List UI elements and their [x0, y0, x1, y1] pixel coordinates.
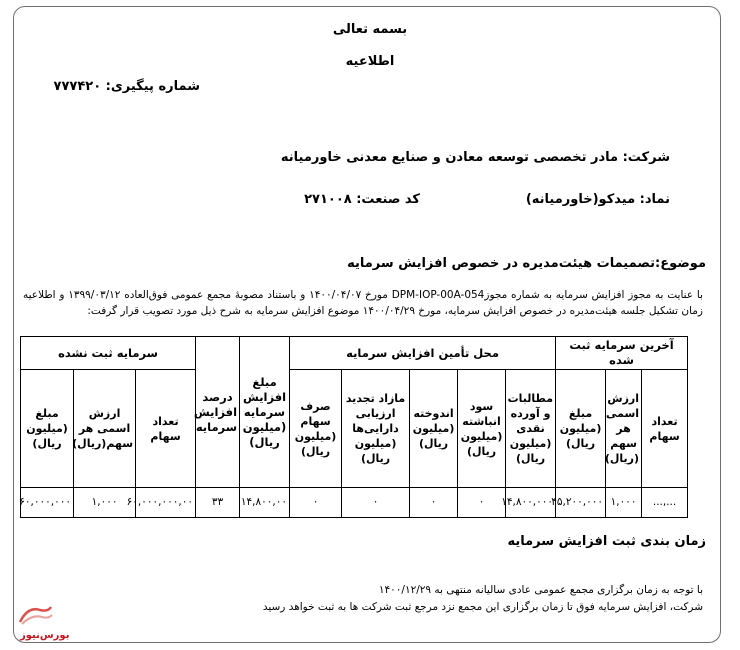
- section-schedule-title: زمان بندی ثبت افزایش سرمایه: [507, 534, 706, 549]
- val-increase: ۱۴,۸۰۰,۰۰: [240, 488, 290, 518]
- schedule-line-2: شرکت، افزایش سرمایه فوق تا زمان برگزاری این مجمع نزد مرجع ثبت شرکت ها به ثبت خواهد رسید: [262, 601, 703, 613]
- capital-increase-table: [20, 336, 688, 518]
- col-nominal-unreg: ارزش اسمی هر سهم(ریال): [74, 370, 136, 488]
- intro-paragraph: با عنایت به مجوز افزایش سرمایه به شماره مجوزDPM-IOP-00A-054 مورخ ۱۴۰۰/۰۴/۰۷ و باستناد مصوبهٔ مجمع عمومی فوق‌العاده ۱۳۹۹/۰۳/۱۲ و اطلاعیه زمان تشکیل جلسه هیئت‌مدیره در خصوص افزایش سرمایه، مورخ ۱۴۰۰/۰۴/۲۹ موضوع افزایش سرمایه به شرح ذیل مورد تصویب قرار گرفت:: [23, 289, 703, 317]
- val-nominal: ۱,۰۰۰: [606, 488, 642, 518]
- col-revaluation: مازاد تجدید ارزیابی دارایی‌ها (میلیون ریال): [342, 370, 410, 488]
- group-unregistered: سرمایه ثبت نشده: [21, 337, 196, 370]
- ticker-symbol: نماد: میدکو(خاورمیانه): [525, 192, 670, 207]
- group-last-registered: آخرین سرمایه ثبت شده: [556, 337, 688, 370]
- val-revaluation: ۰: [342, 488, 410, 518]
- val-shares-unreg: ۶۰,۰۰۰,۰۰۰,۰۰: [136, 488, 196, 518]
- val-percent: ۳۳: [196, 488, 240, 518]
- val-shares: ...,...: [642, 488, 688, 518]
- col-nominal: ارزش اسمی هر سهم (ریال): [606, 370, 642, 488]
- col-reserve: اندوخته (میلیون ریال): [410, 370, 458, 488]
- col-shares: تعداد سهام: [642, 370, 688, 488]
- col-amount-unreg: مبلغ (میلیون ریال): [21, 370, 74, 488]
- company-name: شرکت: مادر تخصصی توسعه معادن و صنایع معدنی خاورمیانه: [280, 150, 670, 165]
- schedule-line-1: با توجه به زمان برگزاری مجمع عمومی عادی سالیانه منتهی به ۱۴۰۰/۱۲/۲۹: [378, 584, 703, 596]
- industry-code: کد صنعت: ۲۷۱۰۰۸: [304, 192, 420, 207]
- val-nominal-unreg: ۱,۰۰۰: [74, 488, 136, 518]
- col-amount: مبلغ (میلیون ریال): [556, 370, 606, 488]
- table-row: [21, 488, 688, 518]
- news-logo-icon: [18, 604, 54, 626]
- val-amount: ۴۵,۲۰۰,۰۰۰: [556, 488, 606, 518]
- val-reserve: ۰: [410, 488, 458, 518]
- val-premium: ۰: [290, 488, 342, 518]
- heading-announcement: اطلاعیه: [345, 54, 395, 69]
- schedule-paragraph: [103, 582, 703, 616]
- col-increase-amount: مبلغ افزایش سرمایه (میلیون ریال): [240, 337, 290, 488]
- tracking-number: شماره پیگیری: ۷۷۷۴۲۰: [53, 79, 200, 94]
- heading-bismillah: بسمه تعالی: [332, 22, 408, 37]
- val-claims: ۱۴,۸۰۰,۰۰۰: [506, 488, 556, 518]
- col-shares-unreg: تعداد سهام: [136, 370, 196, 488]
- col-profit: سود انباشته (میلیون ریال): [458, 370, 506, 488]
- val-profit: ۰: [458, 488, 506, 518]
- group-funding-source: محل تأمین افزایش سرمایه: [290, 337, 556, 370]
- subject-line: موضوع:تصمیمات هیئت‌مدیره در خصوص افزایش سرمایه: [347, 256, 706, 271]
- brand-watermark: بورس‌نیوز: [20, 630, 70, 641]
- col-claims: مطالبات و آورده نقدی (میلیون ریال): [506, 370, 556, 488]
- col-increase-percent: درصد افزایش سرمایه: [196, 337, 240, 488]
- val-amount-unreg: ۶۰,۰۰۰,۰۰۰: [21, 488, 74, 518]
- col-premium: صرف سهام (میلیون ریال): [290, 370, 342, 488]
